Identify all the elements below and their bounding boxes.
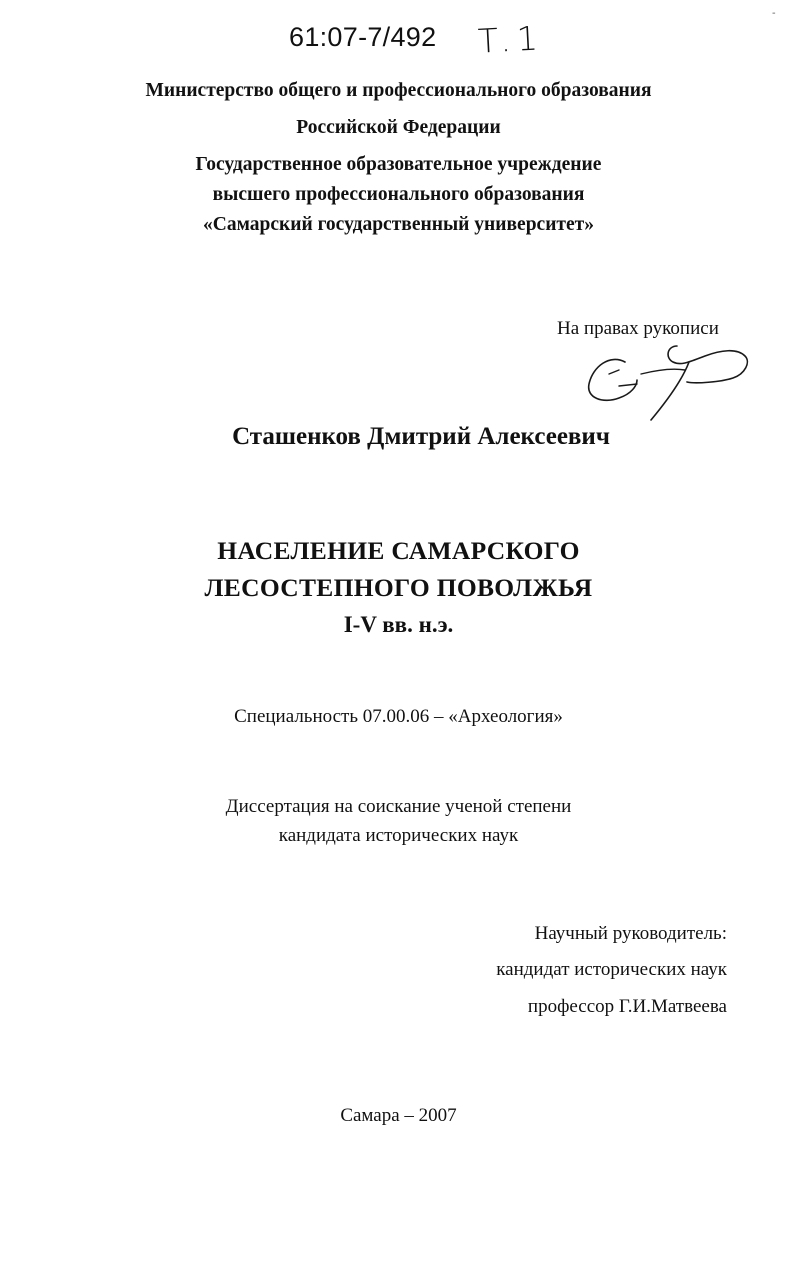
ministry-line: Министерство общего и профессионального образования [145,80,652,101]
handwritten-signature-icon [585,340,750,425]
corner-mark: - [772,8,776,19]
supervisor-degree: кандидат исторических наук [496,959,727,980]
call-number: 61:07-7/492 [289,22,437,52]
supervisor-label: Научный руководитель: [534,923,727,944]
federation-line: Российской Федерации [296,117,501,138]
volume-mark: T.1 [477,18,545,61]
supervisor-name: профессор Г.И.Матвеева [527,996,727,1017]
degree-line-1: Диссертация на соискание ученой степени [225,796,572,817]
title-period: I-V вв. н.э. [343,612,454,637]
degree-line-2: кандидата исторических наук [278,825,519,846]
title-line-1: НАСЕЛЕНИЕ САМАРСКОГО [217,536,580,565]
university-name-line: «Самарский государственный университет» [203,214,594,235]
education-level-line: высшего профессионального образования [212,184,585,205]
institution-type-line: Государственное образовательное учреждение [195,154,602,175]
specialty-line: Специальность 07.00.06 – «Археология» [234,706,563,727]
manuscript-rights-note: На правах рукописи [557,318,719,339]
place-and-year: Самара – 2007 [340,1105,457,1126]
author-name: Сташенков Дмитрий Алексеевич [232,423,610,450]
title-line-2: ЛЕСОСТЕПНОГО ПОВОЛЖЬЯ [204,573,593,602]
